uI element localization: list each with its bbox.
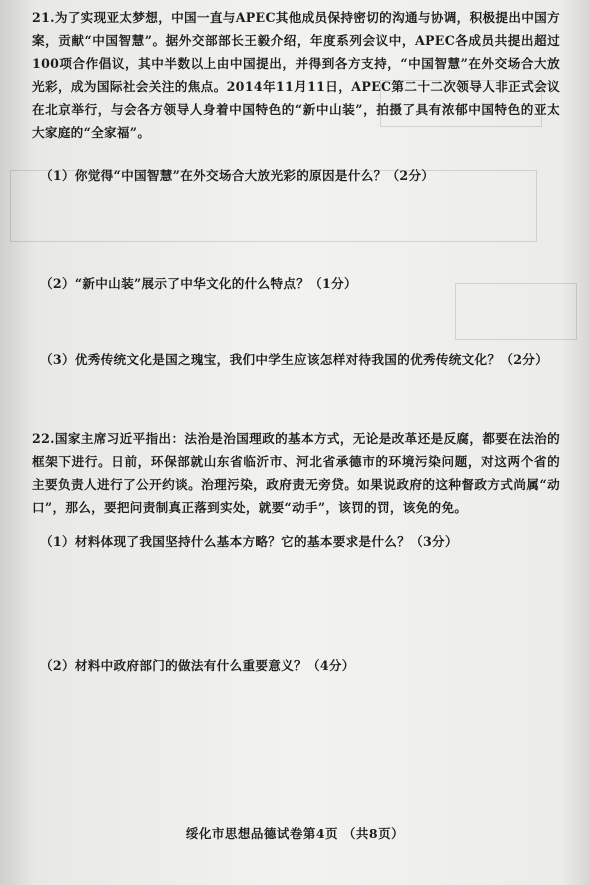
q22-stem: 22.国家主席习近平指出：法治是治国理政的基本方式，无论是改革还是反腐，都要在法治的框架下进行。日前，环保部就山东省临沂市、河北省承德市的环境污染问题，对这两个省的主要负责人进行了公开约谈。治理污染，政府责无旁贷。如果说政府的这种督政方式尚属“动口”，那么，要把问责制真正落到实处，就要“动手”，该罚的罚，该免的免。 [32, 431, 560, 515]
q21-stem: 21.为了实现亚太梦想，中国一直与APEC其他成员保持密切的沟通与协调，积极提出中国方案，贡献“中国智慧”。据外交部部长王毅介绍，年度系列会议中，APEC各成员共提出超过100项合作倡议，其中半数以上由中国提出，并得到各方支持，“中国智慧”在外交场合大放光彩，成为国际社会关注的焦点。2014年11月11日，APEC第二十二次领导人非正式会议在北京举行，与会各方领导人身着中国特色的“新中山装”，拍摄了具有浓郁中国特色的亚太大家庭的“全家福”。 [32, 10, 560, 140]
page-footer: 绥化市思想品德试卷第4页 （共8页） [185, 826, 405, 841]
q21-part2: （2）“新中山装”展示了中华文化的什么特点？（1分） [40, 276, 357, 291]
q22-part1: （1）材料体现了我国坚持什么基本方略？它的基本要求是什么？（3分） [40, 534, 458, 549]
bleed-through-score-box [455, 283, 577, 340]
q21-part3: （3）优秀传统文化是国之瑰宝，我们中学生应该怎样对待我国的优秀传统文化？（2分） [40, 352, 549, 367]
q22-part2: （2）材料中政府部门的做法有什么重要意义？（4分） [40, 658, 355, 673]
q21-part1: （1）你觉得“中国智慧”在外交场合大放光彩的原因是什么？（2分） [40, 168, 435, 183]
